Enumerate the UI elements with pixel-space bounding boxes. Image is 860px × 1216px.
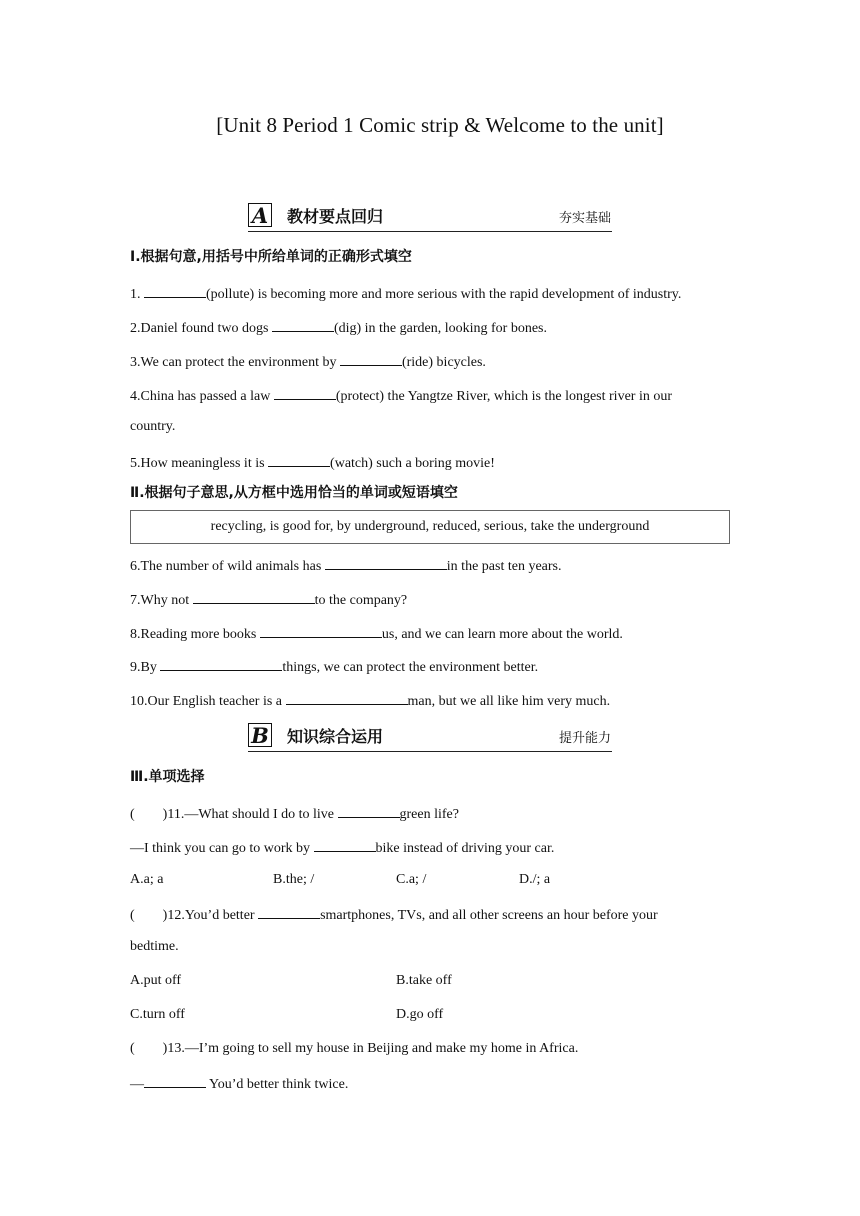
question-10 bbox=[130, 690, 610, 711]
answer-blank-4[interactable] bbox=[274, 385, 336, 400]
section2-heading: Ⅱ.根据句子意思,从方框中选用恰当的单词或短语填空 bbox=[130, 485, 458, 501]
q2-text-before: 2.Daniel found two dogs bbox=[130, 321, 269, 336]
answer-blank-5[interactable] bbox=[268, 452, 330, 467]
word-bank-text: recycling, is good for, by underground, reduced, serious, take the underground bbox=[210, 519, 650, 534]
question-12 bbox=[130, 904, 658, 925]
question-3 bbox=[130, 351, 486, 372]
q2-text-after: (dig) in the garden, looking for bones. bbox=[333, 321, 547, 336]
answer-blank-1[interactable] bbox=[144, 283, 206, 298]
q1-text: (pollute) is becoming more and more serious with the rapid development of industry. bbox=[206, 287, 682, 302]
q7-text-before: 7.Why not bbox=[130, 593, 190, 608]
question-4 bbox=[130, 385, 672, 406]
answer-blank-10[interactable] bbox=[286, 690, 408, 705]
section-banner-a bbox=[248, 201, 612, 232]
q1-number: 1. bbox=[130, 287, 141, 302]
q13-line2-after: You’d better think twice. bbox=[208, 1077, 349, 1092]
answer-blank-11a[interactable] bbox=[338, 803, 400, 818]
question-8 bbox=[130, 623, 623, 644]
q12-stem-after: smartphones, TVs, and all other screens an hour before your bbox=[320, 908, 658, 923]
answer-blank-8[interactable] bbox=[260, 623, 382, 638]
question-6 bbox=[130, 555, 561, 576]
question-9 bbox=[130, 656, 538, 677]
q3-text-after: (ride) bicycles. bbox=[401, 355, 486, 370]
question-1 bbox=[130, 283, 681, 304]
q4-text-after: (protect) the Yangtze River, which is the longest river in our bbox=[335, 389, 672, 404]
question-13-line2 bbox=[130, 1073, 348, 1094]
q7-text-after: to the company? bbox=[314, 593, 408, 608]
q11-option-b[interactable]: B.the; / bbox=[273, 872, 315, 887]
question-2 bbox=[130, 317, 547, 338]
word-bank-box bbox=[130, 510, 730, 544]
q9-text-before: 9.By bbox=[130, 660, 157, 675]
q6-text-after: in the past ten years. bbox=[446, 559, 562, 574]
q8-text-before: 8.Reading more books bbox=[130, 627, 257, 642]
question-7 bbox=[130, 589, 407, 610]
question-5 bbox=[130, 452, 495, 473]
q9-text-after: things, we can protect the environment better. bbox=[282, 660, 539, 675]
q11-stem: )11.—What should I do to live bbox=[162, 807, 335, 822]
question-11 bbox=[130, 803, 459, 824]
q11-stem-after: green life? bbox=[399, 807, 459, 822]
section3-heading: Ⅲ.单项选择 bbox=[130, 769, 205, 785]
banner-a-tag: 夯实基础 bbox=[558, 211, 611, 226]
q13-line2-before: — bbox=[130, 1077, 144, 1092]
answer-blank-6[interactable] bbox=[325, 555, 447, 570]
q12-option-d[interactable]: D.go off bbox=[396, 1007, 444, 1022]
q8-text-after: us, and we can learn more about the world. bbox=[381, 627, 623, 642]
answer-blank-3[interactable] bbox=[340, 351, 402, 366]
q12-option-a[interactable]: A.put off bbox=[130, 973, 182, 988]
answer-blank-9[interactable] bbox=[160, 656, 282, 671]
answer-blank-12[interactable] bbox=[258, 904, 320, 919]
q4-text-before: 4.China has passed a law bbox=[130, 389, 271, 404]
answer-blank-13[interactable] bbox=[144, 1073, 206, 1088]
q11-line2-before: —I think you can go to work by bbox=[130, 841, 311, 856]
q12-option-b[interactable]: B.take off bbox=[396, 973, 452, 988]
q11-paren: ( bbox=[130, 807, 135, 822]
q11-line2-after: bike instead of driving your car. bbox=[375, 841, 555, 856]
q12-stem: )12.You’d better bbox=[162, 908, 255, 923]
q11-option-c[interactable]: C.a; / bbox=[396, 872, 427, 887]
q13-stem: )13.—I’m going to sell my house in Beijing and make my home in Africa. bbox=[162, 1041, 579, 1056]
answer-blank-7[interactable] bbox=[193, 589, 315, 604]
q10-text-after: man, but we all like him very much. bbox=[407, 694, 611, 709]
banner-b-tag: 提升能力 bbox=[558, 731, 611, 746]
question-11-line2 bbox=[130, 837, 554, 858]
q11-option-d[interactable]: D./; a bbox=[519, 872, 551, 887]
q11-option-a[interactable]: A.a; a bbox=[130, 872, 164, 887]
banner-a-badge: A bbox=[248, 203, 272, 227]
q6-text-before: 6.The number of wild animals has bbox=[130, 559, 322, 574]
q10-text-before: 10.Our English teacher is a bbox=[130, 694, 283, 709]
page-title: [Unit 8 Period 1 Comic strip & Welcome to the unit] bbox=[216, 113, 664, 137]
question-4-continued: country. bbox=[130, 419, 176, 434]
q13-paren: ( bbox=[130, 1041, 135, 1056]
question-13 bbox=[130, 1040, 578, 1058]
q5-text-before: 5.How meaningless it is bbox=[130, 456, 265, 471]
q5-text-after: (watch) such a boring movie! bbox=[330, 456, 495, 471]
question-12-continued: bedtime. bbox=[130, 939, 179, 954]
q12-paren: ( bbox=[130, 908, 135, 923]
banner-b-badge: B bbox=[248, 723, 272, 747]
q12-option-c[interactable]: C.turn off bbox=[130, 1007, 185, 1022]
answer-blank-11b[interactable] bbox=[314, 837, 376, 852]
section1-heading: Ⅰ.根据句意,用括号中所给单词的正确形式填空 bbox=[130, 249, 412, 265]
banner-b-title: 知识综合运用 bbox=[287, 727, 384, 746]
section-banner-b bbox=[248, 721, 612, 752]
answer-blank-2[interactable] bbox=[272, 317, 334, 332]
banner-a-title: 教材要点回归 bbox=[287, 207, 384, 226]
q3-text-before: 3.We can protect the environment by bbox=[130, 355, 337, 370]
